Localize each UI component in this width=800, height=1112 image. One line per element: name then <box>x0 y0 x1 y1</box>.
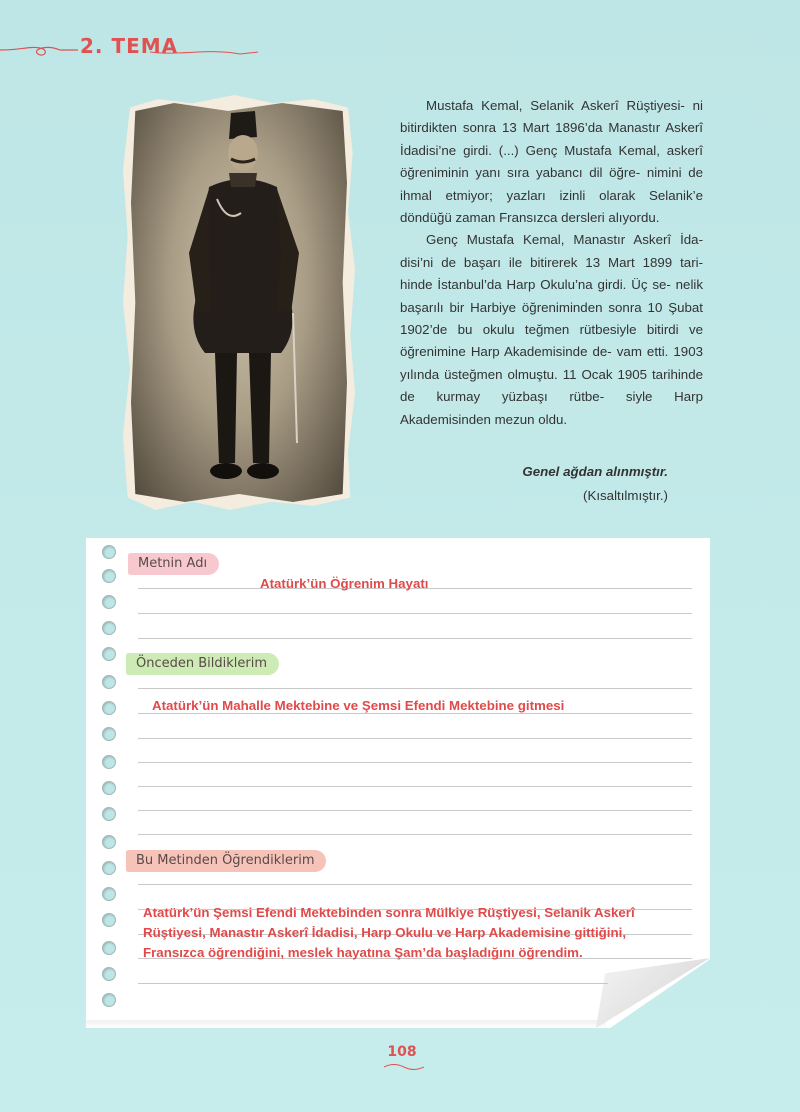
theme-header <box>0 28 260 68</box>
portrait-photo <box>123 95 355 510</box>
ruled-line <box>138 762 692 763</box>
ruled-line <box>138 613 692 614</box>
ruled-line <box>138 884 692 885</box>
answer-line: Atatürk’ün Şemsi Efendi Mektebinden sonra Mülkiye Rüştiyesi, Selanik Askerî <box>143 905 635 920</box>
ruled-line <box>138 638 692 639</box>
answer-learned <box>143 903 683 963</box>
ruled-line <box>138 786 692 787</box>
article-paragraph: Genç Mustafa Kemal, Manastır Askerî İda- disi’ni de başarı ile bitirerek 13 Mart 1899 tari- hinde İstanbul’da Harp Okulu’na girdi. Üç se- nelik başarılı bir Harbiye öğreniminden sonra 10 Şubat 1902’de bu okulu teğmen rütbesiyle bitirdi ve öğrenimine Harp Akademisinde de- vam etti. 1903 yılında üsteğmen olmuştu. 11 Ocak 1905 tarihinde de kurmay yüzbaşı rütbe- siyle Harp Akademisinden mezun oldu. <box>400 232 703 427</box>
abridged-note: (Kısaltılmıştır.) <box>583 488 668 503</box>
ruled-line <box>138 713 692 714</box>
section-label-title: Metnin Adı <box>128 553 219 575</box>
answer-title: Atatürk’ün Öğrenim Hayatı <box>260 576 429 591</box>
ruled-line <box>138 738 692 739</box>
ruled-line <box>138 810 692 811</box>
section-label-prior-knowledge: Önceden Bildiklerim <box>126 653 279 675</box>
answer-line: Fransızca öğrendiğini, meslek hayatına Şam’da başladığını öğrendim. <box>143 945 583 960</box>
ruled-line <box>138 983 608 984</box>
source-note <box>400 460 668 508</box>
squiggle-icon <box>384 1062 424 1072</box>
theme-title: 2. TEMA <box>80 34 179 58</box>
source-line: Genel ağdan alınmıştır. <box>522 464 668 479</box>
answer-line: Rüştiyesi, Manastır Askerî İdadisi, Harp Okulu ve Harp Akademisine gittiğini, <box>143 925 627 940</box>
page-number: 108 <box>387 1044 417 1060</box>
section-label-learned: Bu Metinden Öğrendiklerim <box>126 850 326 872</box>
ruled-line <box>138 688 692 689</box>
answer-prior-knowledge: Atatürk’ün Mahalle Mektebine ve Şemsi Efendi Mektebine gitmesi <box>152 698 565 713</box>
soldier-figure-icon <box>131 103 347 502</box>
article-text <box>400 95 703 431</box>
article-paragraph: Mustafa Kemal, Selanik Askerî Rüştiyesi- ni bitirdikten sonra 13 Mart 1896’da Manastır Askerî İdadisi’ne girdi. (...) Genç Mustafa Kemal, askerî öğreniminin yanı sıra yabancı dil öğre- nimini de ihmal etmiyor; yazları izinli olarak Selanik’e döndüğü zaman Fransızca dersleri alıyordu. <box>400 98 703 226</box>
ruled-line <box>138 834 692 835</box>
